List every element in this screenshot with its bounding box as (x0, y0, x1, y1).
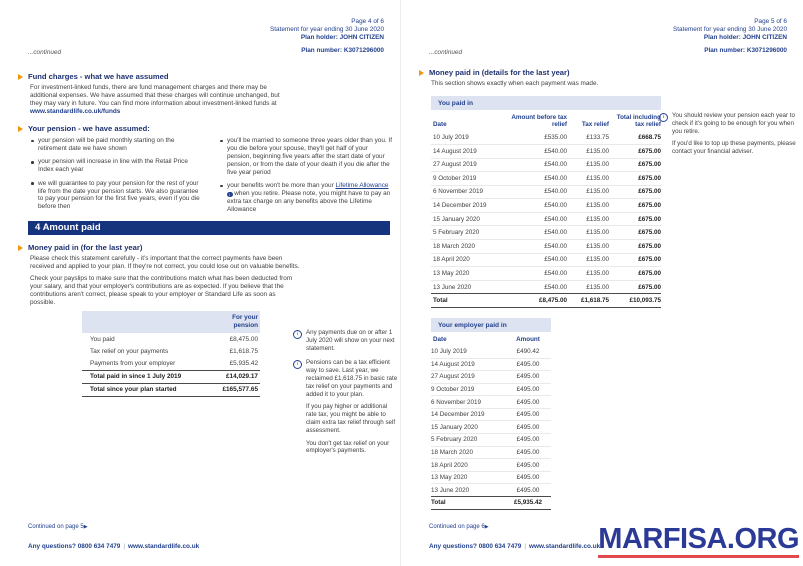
footer-contact (28, 543, 199, 550)
cell-amount: £490.42 (516, 348, 540, 356)
bullet-text-post: when you retire. Please note, you might have to pay an extra tax charge on any benefits above the Lifetime Allowance (227, 189, 391, 213)
bullet-dot-icon (220, 185, 223, 188)
row-label: Total since your plan started (90, 386, 177, 394)
statement-period: Statement for year ending 30 June 2020 (269, 26, 384, 34)
note-text: Any payments due on or after 1 July 2020 will show on your next statement. (306, 329, 395, 352)
plan-number-label: Plan number: (704, 46, 746, 54)
info-note (659, 112, 801, 161)
questions-phone: Any questions? 0800 634 7479 (28, 543, 121, 550)
bullet-text: you'll be married to someone three years older than you. If you die before your spouse, they'll get half of your pension, beginning five years after the start date of your pension, or from the date of your death if you die after the five year period (227, 137, 392, 176)
watermark-text: MARFISA.ORG (598, 523, 799, 556)
table-row (82, 333, 260, 345)
cell-date: 18 April 2020 (431, 253, 507, 267)
watermark-underline (598, 555, 799, 558)
section-arrow-icon (18, 74, 23, 80)
bullet-item (219, 137, 392, 177)
fund-charges-text: For investment-linked funds, there are fund management charges and there may be additional expenses. We have assumed that these charges will continue unchanged, but they may vary in future. You can find more information about investment-linked funds at (30, 84, 280, 107)
cell-tax-relief: £133.75 (586, 134, 609, 142)
info-icon: i (293, 360, 302, 369)
total-row-plan (82, 383, 260, 397)
cell-tax-relief: £135.00 (567, 144, 609, 158)
cell-date: 10 July 2019 (431, 348, 467, 356)
bullet-text (227, 182, 390, 213)
cell-total: £668.75 (638, 134, 661, 142)
cell-tax-relief: £135.00 (567, 158, 609, 172)
section-title: Money paid in (for the last year) (28, 243, 143, 252)
cell-date: 13 June 2020 (431, 280, 507, 294)
cell-date: 6 November 2019 (431, 396, 505, 409)
cell-total: £675.00 (609, 212, 661, 226)
table-row (431, 408, 551, 421)
section-title: Money paid in (details for the last year) (429, 68, 570, 77)
column-header-amount-before: Amount before tax relief (511, 114, 567, 129)
statement-period: Statement for year ending 30 June 2020 (672, 26, 787, 34)
cell-total: £675.00 (609, 240, 661, 254)
cell-tax-relief: £135.00 (567, 226, 609, 240)
table-row (431, 446, 551, 459)
table-row (431, 358, 551, 371)
bullet-dot-icon (31, 182, 34, 185)
column-header-date: Date (433, 336, 447, 343)
lifetime-allowance-info-icon: i (227, 192, 233, 198)
total-row-year (82, 370, 260, 383)
cell-amount-before: £540.00 (507, 240, 567, 254)
section-heading (18, 72, 286, 81)
table-row (431, 226, 661, 240)
bullet-dot-icon (31, 161, 34, 164)
table-row (431, 212, 661, 226)
cell-total: £675.00 (609, 253, 661, 267)
bullet-column-left (30, 137, 203, 219)
cell-tax-relief: £135.00 (567, 212, 609, 226)
cell-amount-before: £540.00 (507, 158, 567, 172)
cell-date: 5 February 2020 (431, 226, 507, 240)
cell-tax-relief: £135.00 (567, 172, 609, 186)
table-row (431, 240, 661, 254)
column-header-tax-relief: Tax relief (581, 121, 609, 129)
table-row (431, 280, 661, 294)
cell-amount-before: £535.00 (544, 134, 567, 142)
note-paragraph: You should review your pension each year to check if it's going to be enough for you when you retire. (672, 112, 795, 135)
plan-number-value: K3071296000 (343, 46, 384, 54)
cell-date: 13 June 2020 (431, 484, 505, 497)
cell-date: 18 March 2020 (431, 446, 505, 459)
continued-text: Continued on page 5 (28, 524, 84, 530)
row-label: Payments from your employer (90, 359, 176, 367)
info-icon: i (293, 330, 302, 339)
table-band-title: Your employer paid in (431, 318, 551, 332)
bullet-text: we will guarantee to pay your pension for the rest of your life from the date your pension starts. We also guarantee to pay your pension for the first five years, even if you die before then (38, 179, 200, 211)
table-row (431, 383, 551, 396)
table-row (431, 371, 551, 384)
for-your-pension-table (82, 311, 260, 397)
cell-date: 15 January 2020 (431, 421, 505, 434)
cell-tax-relief: £135.00 (567, 267, 609, 281)
cell-amount-before: £540.00 (507, 199, 567, 213)
cell-amount: £495.00 (505, 484, 551, 497)
section-bar-amount-paid: 4 Amount paid (28, 221, 390, 235)
cell-date: 5 February 2020 (431, 434, 505, 447)
cell-total: £675.00 (609, 185, 661, 199)
bullet-item (30, 180, 203, 212)
cell-amount-before: £540.00 (507, 144, 567, 158)
total-row (431, 294, 661, 308)
cell-date: 9 October 2019 (431, 383, 505, 396)
bullet-columns (30, 137, 392, 219)
section-fund-charges (18, 72, 286, 116)
plan-number-label: Plan number: (301, 46, 343, 54)
paragraph: Check your payslips to make sure that the contributions match what has been deducted from your salary, and that your employer's contributions are as expected. If you believe that the contributions aren't correct, please speak to your employer or Standard Life as soon as possible. (30, 274, 293, 306)
row-label: You paid (90, 335, 115, 343)
cell-amount: £495.00 (505, 421, 551, 434)
bullet-text-pre: your benefits won't be more than your (227, 182, 334, 190)
table-body (82, 333, 260, 370)
cell-amount: £495.00 (505, 446, 551, 459)
footer-separator: | (524, 543, 527, 550)
plan-holder-label: Plan holder: (300, 34, 338, 42)
employer-payments-table (431, 332, 551, 510)
table-header-row (431, 110, 661, 131)
cell-tax-relief: £135.00 (567, 253, 609, 267)
total-amount-before: £8,475.00 (507, 294, 567, 308)
total-label: Total (431, 294, 507, 308)
cell-tax-relief: £135.00 (567, 199, 609, 213)
table-row (82, 357, 260, 369)
lifetime-allowance-link[interactable]: Lifetime Allowance (335, 182, 389, 190)
section-body (30, 84, 286, 116)
cell-total: £675.00 (609, 267, 661, 281)
cell-date: 27 August 2019 (431, 371, 505, 384)
marfisa-watermark (598, 524, 799, 558)
you-paid-in-table (431, 96, 661, 308)
note-text (306, 359, 399, 460)
cell-date: 9 October 2019 (431, 172, 507, 186)
section-heading (18, 243, 300, 252)
table-body (431, 346, 551, 497)
cell-date: 13 May 2020 (431, 471, 505, 484)
table-header-row (431, 332, 551, 346)
column-header-total: Total including tax relief (616, 114, 661, 129)
section-arrow-icon (419, 70, 424, 76)
bullet-item (30, 158, 203, 174)
cell-amount-before: £540.00 (507, 267, 567, 281)
cell-date: 13 May 2020 (431, 267, 507, 281)
cell-date: 14 December 2019 (431, 408, 505, 421)
cell-amount: £495.00 (505, 408, 551, 421)
table-row (431, 144, 661, 158)
cell-amount-before: £540.00 (507, 280, 567, 294)
info-note (293, 359, 399, 460)
cell-amount: £495.00 (505, 396, 551, 409)
cell-amount-before: £540.00 (507, 185, 567, 199)
cell-date: 6 November 2019 (431, 185, 507, 199)
side-notes (293, 329, 399, 467)
cell-total: £675.00 (609, 199, 661, 213)
note-paragraph: If you pay higher or additional rate tax, you might be able to claim extra tax relief through self assessment. (306, 403, 396, 434)
section-arrow-icon (18, 126, 23, 132)
cell-date: 15 January 2020 (431, 212, 507, 226)
cell-amount-before: £540.00 (507, 253, 567, 267)
cell-total: £675.00 (609, 144, 661, 158)
table-row (431, 484, 551, 497)
bullet-item (219, 182, 392, 214)
page-5 (400, 0, 803, 566)
table-row (431, 396, 551, 409)
section-intro: This section shows exactly when each payment was made. (431, 80, 599, 87)
table-row (82, 345, 260, 357)
table-row (431, 185, 661, 199)
plan-number (673, 47, 787, 55)
plan-holder (673, 34, 787, 42)
cell-tax-relief: £135.00 (567, 185, 609, 199)
cell-date: 18 March 2020 (431, 240, 507, 254)
column-header: For your pension (232, 314, 258, 329)
continue-arrow-icon: ▶ (484, 524, 489, 530)
total-label: Total (431, 497, 505, 510)
section-pension-assumed (18, 124, 392, 219)
cell-amount: £495.00 (505, 383, 551, 396)
continue-arrow-icon: ▶ (83, 524, 88, 530)
row-value: £14,029.17 (226, 373, 258, 381)
bullet-dot-icon (220, 140, 223, 143)
note-paragraph: You don't get tax relief on your employer's payments. (306, 439, 390, 455)
plan-holder (270, 34, 384, 42)
cell-total: £675.00 (609, 158, 661, 172)
cell-amount: £495.00 (505, 434, 551, 447)
column-header-date: Date (433, 121, 447, 129)
table-row (431, 471, 551, 484)
table-header (82, 311, 260, 333)
row-value: £1,618.75 (229, 347, 258, 355)
continued-marker: ...continued (28, 49, 62, 56)
bullet-text: your pension will increase in line with the Retail Price Index each year (38, 158, 188, 174)
cell-amount-before: £540.00 (507, 226, 567, 240)
table-band-title: You paid in (431, 96, 661, 110)
page-5-header (673, 18, 787, 55)
table-row (431, 172, 661, 186)
cell-total: £675.00 (609, 226, 661, 240)
plan-holder-value: JOHN CITIZEN (742, 34, 787, 42)
section-heading (18, 124, 392, 133)
cell-amount: £495.00 (505, 471, 551, 484)
total-including: £10,093.75 (609, 294, 661, 308)
row-label: Tax relief on your payments (90, 347, 169, 355)
table-row (431, 131, 661, 144)
cell-date: 18 April 2020 (431, 459, 505, 472)
row-value: £165,577.65 (222, 386, 258, 394)
cell-amount: £495.00 (505, 459, 551, 472)
bullet-column-right (219, 137, 392, 219)
page-indicator: Page 4 of 6 (351, 18, 384, 25)
cell-tax-relief: £135.00 (567, 240, 609, 254)
row-value: £8,475.00 (229, 335, 258, 343)
bullet-text: your pension will be paid monthly starting on the retirement date we have shown (38, 137, 175, 152)
table-row (431, 434, 551, 447)
total-amount: £5,935.42 (505, 497, 551, 510)
row-label: Total paid in since 1 July 2019 (90, 373, 182, 381)
page-4-header (270, 18, 384, 55)
page-4 (0, 0, 400, 566)
column-header-amount: Amount (516, 336, 540, 343)
plan-holder-value: JOHN CITIZEN (339, 34, 384, 42)
continued-on-page-link (429, 524, 489, 530)
funds-link[interactable]: www.standardlife.co.uk/funds (30, 107, 121, 115)
employer-paid-in-table (431, 318, 551, 510)
info-note (293, 329, 399, 352)
cell-total: £675.00 (609, 280, 661, 294)
cell-date: 14 December 2019 (431, 199, 507, 213)
section-money-details (419, 68, 729, 88)
total-tax-relief: £1,618.75 (567, 294, 609, 308)
section-title: Fund charges - what we have assumed (28, 72, 169, 81)
cell-amount-before: £540.00 (507, 212, 567, 226)
bullet-item (30, 137, 203, 153)
questions-phone: Any questions? 0800 634 7479 (429, 543, 522, 550)
table-row (431, 158, 661, 172)
side-notes (659, 112, 801, 168)
total-row (431, 497, 551, 510)
continued-text: Continued on page 6 (429, 524, 485, 530)
paragraph: Please check this statement carefully - it's important that the correct payments have been received and applied to your plan. If they're not correct, you could lose out on valuable benefits. (30, 255, 300, 270)
cell-amount-before: £540.00 (507, 172, 567, 186)
cell-amount: £495.00 (505, 358, 551, 371)
section-arrow-icon (18, 245, 23, 251)
cell-amount: £495.00 (505, 371, 551, 384)
note-text (672, 112, 801, 161)
cell-date: 27 August 2019 (431, 158, 507, 172)
table-row (431, 346, 551, 358)
section-money-paid-in (18, 243, 300, 310)
page-indicator: Page 5 of 6 (754, 18, 787, 25)
payments-table (431, 110, 661, 308)
section-title: Your pension - we have assumed: (28, 124, 150, 133)
plan-number-value: K3071296000 (746, 46, 787, 54)
table-row (431, 459, 551, 472)
table-row (431, 421, 551, 434)
section-heading (419, 68, 729, 77)
note-paragraph: If you'd like to top up these payments, please contact your financial adviser. (672, 140, 796, 156)
plan-number (270, 47, 384, 55)
table-row (431, 199, 661, 213)
cell-date: 14 August 2019 (431, 144, 507, 158)
cell-tax-relief: £135.00 (567, 280, 609, 294)
note-paragraph: Pensions can be a tax efficient way to save. Last year, we reclaimed £1,618.75 in basic rate tax relief on your payments and added it to your plan. (306, 359, 398, 398)
continued-marker: ...continued (429, 49, 463, 56)
plan-holder-label: Plan holder: (703, 34, 741, 42)
table-row (431, 267, 661, 281)
footer-contact (429, 543, 600, 550)
table-row (431, 253, 661, 267)
cell-total: £675.00 (609, 172, 661, 186)
bullet-dot-icon (31, 140, 34, 143)
continued-on-page-link (28, 524, 88, 530)
info-icon: i (659, 113, 668, 122)
row-value: £5,935.42 (229, 359, 258, 367)
cell-date: 14 August 2019 (431, 358, 505, 371)
cell-date: 10 July 2019 (433, 134, 469, 142)
website-link[interactable]: www.standardlife.co.uk (529, 543, 601, 550)
website-link[interactable]: www.standardlife.co.uk (128, 543, 200, 550)
table-body (431, 131, 661, 294)
footer-separator: | (123, 543, 126, 550)
